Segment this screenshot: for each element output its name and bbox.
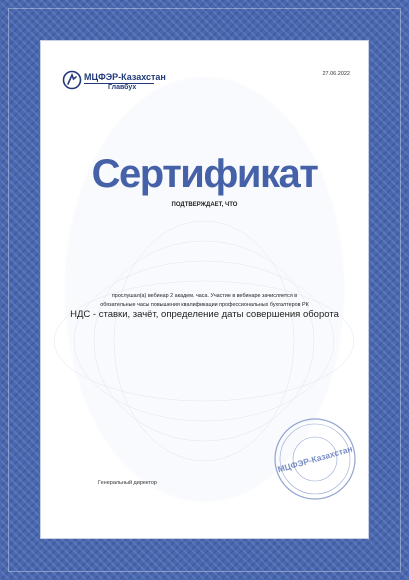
certificate-paper	[41, 41, 368, 538]
course-title: НДС - ставки, зачёт, определение даты совершения оборота	[70, 309, 339, 320]
logo-subtitle: Главбух	[108, 84, 137, 91]
issue-date: 27.06.2022	[322, 71, 350, 77]
confirms-label: ПОДТВЕРЖДАЕТ, ЧТО	[171, 202, 238, 208]
logo-org-name: МЦФЭР-Казахстан	[84, 72, 166, 82]
certificate-description	[71, 292, 338, 309]
stamp-text: МЦФЭР-Казахстан	[276, 443, 354, 475]
certificate-title: Сертификат	[91, 152, 318, 196]
description-line-2: обязательные часы повышения квалификации профессиональных бухгалтеров РК	[100, 301, 309, 308]
description-line-1: прослушал(а) вебинар 2 академ. часа. Участие в вебинаре зачисляется в	[111, 293, 298, 299]
logo-mark-icon	[62, 70, 82, 90]
official-seal-stamp	[273, 417, 357, 501]
company-logo	[62, 70, 166, 94]
signatory-title: Генеральный директор	[98, 480, 157, 486]
